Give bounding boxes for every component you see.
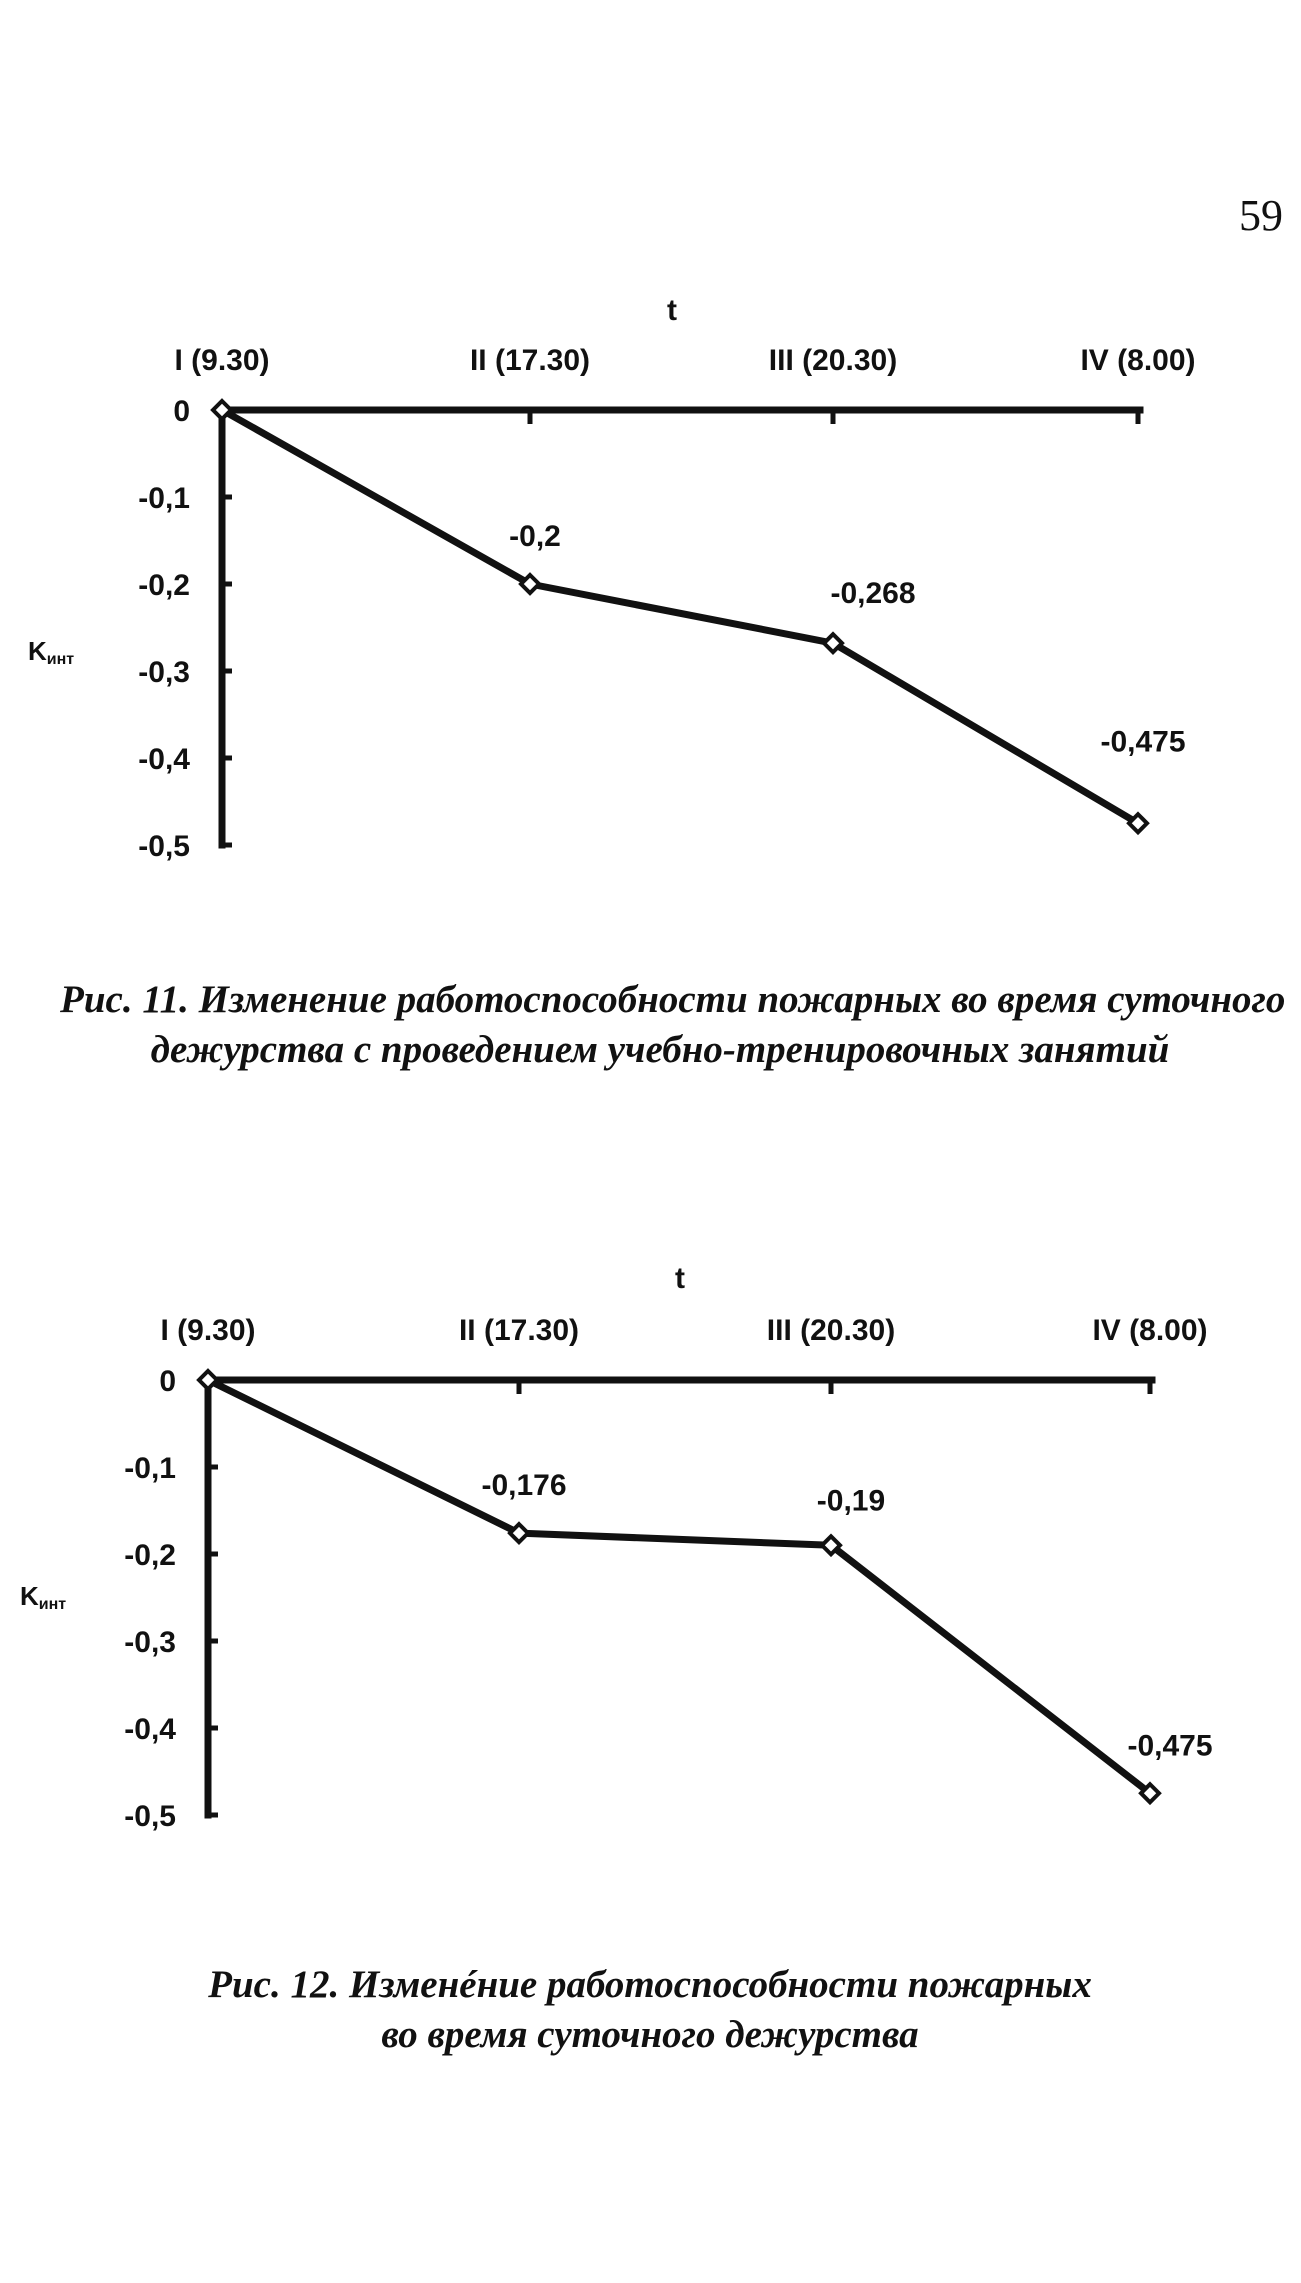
fig11-data-label: -0,2 (509, 520, 561, 553)
fig11-data-label: -0,268 (830, 577, 916, 611)
fig11-series-line (222, 410, 1138, 823)
fig12-series-line (208, 1380, 1150, 1793)
fig12-y-tick-label: -0,2 (124, 1539, 176, 1572)
fig12-x-tick-label: II (17.30) (458, 1314, 580, 1347)
fig11-x-tick-label: II (17.30) (469, 344, 591, 377)
fig12-data-label: -0,176 (481, 1469, 567, 1503)
fig12-y-axis-title: Kинт (20, 1581, 67, 1613)
fig11-x-axis-title: t (667, 294, 677, 327)
figure-12-caption (150, 1960, 1150, 2060)
page-number: 59 (1239, 191, 1283, 240)
fig12-x-tick-label: IV (8.00) (1092, 1314, 1208, 1347)
fig12-data-label: -0,475 (1127, 1729, 1213, 1763)
fig11-data-label: -0,475 (1100, 725, 1186, 759)
fig11-x-tick-label: III (20.30) (768, 344, 898, 377)
fig12-x-tick-label: III (20.30) (766, 1314, 896, 1347)
fig11-y-tick-label: -0,1 (138, 482, 190, 515)
fig12-y-tick-label: -0,5 (124, 1800, 176, 1833)
fig12-y-tick-label: -0,1 (124, 1452, 176, 1485)
fig11-y-axis-title: Kинт (28, 636, 75, 668)
fig12-x-tick-label: I (9.30) (160, 1314, 256, 1347)
fig11-x-tick-label: I (9.30) (174, 344, 270, 377)
fig11-y-tick-label: -0,3 (138, 656, 190, 689)
fig12-data-label: -0,19 (816, 1484, 886, 1518)
figure-11-caption-line-1: Рис. 11. Изменение работоспособности пожарных во время суточного (60, 978, 1286, 1021)
figure-11-caption (60, 975, 1286, 1075)
fig12-y-tick-label: 0 (159, 1365, 176, 1398)
fig11-y-tick-label: -0,2 (138, 569, 190, 602)
figure-11-chart (0, 270, 1301, 930)
fig11-x-tick-label: IV (8.00) (1080, 344, 1196, 377)
figure-11-svg (0, 270, 1301, 930)
fig11-y-tick-label: -0,5 (138, 830, 190, 863)
figure-12-caption-line-1: Рис. 12. Изменéние работоспособности пожарных (208, 1963, 1092, 2006)
fig11-y-tick-label: 0 (173, 395, 190, 428)
fig12-x-axis-title: t (675, 1262, 685, 1295)
fig11-y-tick-label: -0,4 (138, 743, 190, 776)
figure-12-chart (0, 1240, 1301, 1900)
figure-12-caption-line-2: во время суточного дежурства (381, 2013, 919, 2056)
figure-11-caption-line-2: дежурства с проведением учебно-тренировочных занятий (150, 1028, 1170, 1071)
figure-12-svg (0, 1240, 1301, 1900)
fig12-y-tick-label: -0,4 (124, 1713, 176, 1746)
fig12-y-tick-label: -0,3 (124, 1626, 176, 1659)
